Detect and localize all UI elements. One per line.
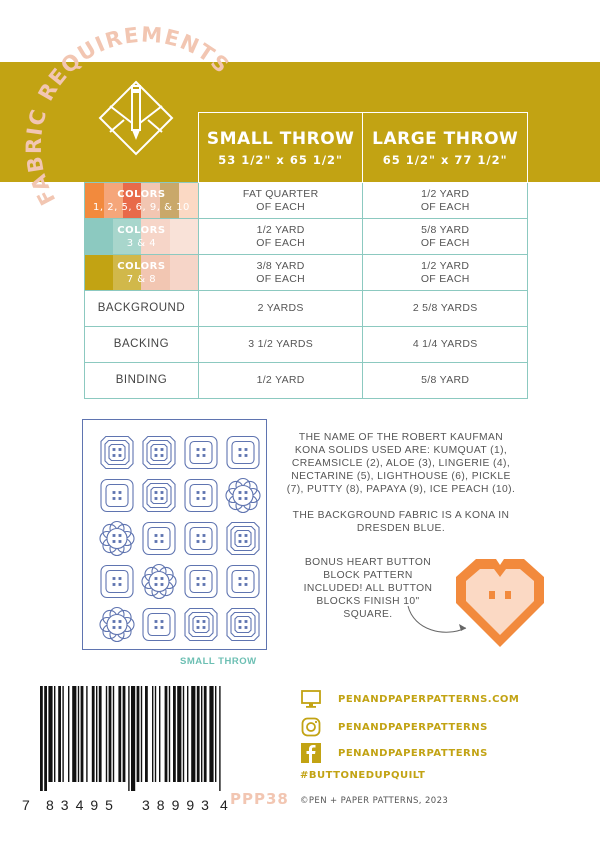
barcode-digits-left: 83495 [46, 797, 120, 813]
quilt-button-block [143, 437, 175, 469]
heart-button-icon [452, 555, 548, 651]
quilt-diagram [82, 419, 267, 650]
quilt-button-block [142, 565, 176, 599]
barcode-bar [177, 686, 181, 782]
table-corner [85, 113, 199, 183]
background-note: THE BACKGROUND FABRIC IS A KONA IN DRESDEN BLUE. [292, 510, 510, 534]
barcode-digit-start: 7 [22, 797, 30, 813]
barcode-bar [183, 686, 184, 782]
website-row[interactable] [300, 688, 519, 710]
table-row [85, 327, 528, 363]
quilt-button-block [143, 609, 175, 641]
barcode-bar [215, 686, 216, 782]
barcode-bar [197, 686, 200, 782]
facebook-row[interactable] [300, 742, 488, 764]
instagram-link[interactable]: PENANDPAPERPATTERNS [338, 721, 488, 733]
barcode-bar [118, 686, 121, 782]
table-row [85, 363, 528, 399]
barcode-digits-right: 38993 [142, 797, 216, 813]
cell-large: 4 1/4 YARDS [363, 327, 528, 363]
col-dims: 53 1/2" x 65 1/2" [218, 152, 344, 167]
cell-large: 1/2 YARD OF EACH [363, 255, 528, 291]
barcode-bar [86, 686, 87, 782]
table-row [85, 255, 528, 291]
product-code: PPP38 [230, 790, 289, 808]
swatch-label: COLORS 1, 2, 5, 6, 9, & 10 [93, 188, 190, 213]
row-label: BACKING [85, 327, 199, 363]
col-header-small-throw [198, 113, 363, 183]
barcode-bar [204, 686, 207, 782]
swatch-label: COLORS 7 & 8 [117, 260, 166, 285]
barcode-bar [173, 686, 176, 782]
barcode-bar [40, 686, 43, 791]
quilt-button-block [101, 480, 133, 512]
barcode-bar [96, 686, 97, 782]
quilt-button-block [143, 523, 175, 555]
quilt-button-block [185, 566, 217, 598]
swatch-label: COLORS 3 & 4 [117, 224, 166, 249]
barcode-bar [92, 686, 95, 782]
cell-small: 3/8 YARD OF EACH [198, 255, 363, 291]
instagram-row[interactable] [300, 716, 488, 738]
col-dims: 65 1/2" x 77 1/2" [382, 152, 508, 167]
barcode-bar [48, 686, 52, 782]
arc-title-text: FABRIC REQUIREMENTS [21, 22, 235, 210]
barcode-bar [187, 686, 188, 782]
barcode-bar [99, 686, 102, 782]
barcode-bar [109, 686, 112, 782]
barcode-bar [152, 686, 153, 782]
quilt-button-block [226, 479, 260, 513]
barcode-bar [209, 686, 213, 782]
barcode [32, 686, 257, 791]
quilt-button-block [185, 437, 217, 469]
barcode-bar [68, 686, 69, 782]
copyright: ©PEN + PAPER PATTERNS, 2023 [300, 796, 449, 806]
table-row [85, 291, 528, 327]
quilt-caption: SMALL THROW [180, 656, 257, 667]
barcode-bar [62, 686, 63, 782]
swatch-colors-1 [85, 183, 199, 219]
cell-small: 3 1/2 YARDS [198, 327, 363, 363]
row-label: BINDING [85, 363, 199, 399]
kona-colors-note: THE NAME OF THE ROBERT KAUFMAN KONA SOLIDS USED ARE: KUMQUAT (1), CREAMSICLE (2), ALOE (3), LINGERIE (4), NECTARINE (5), LIGHTHOUSE (6), PICKLE (7), PUTTY (8), PAPAYA (9), ICE PEACH (10). [286, 432, 516, 495]
table-row [85, 183, 528, 219]
barcode-bar [169, 686, 170, 782]
barcode-bar [113, 686, 114, 782]
quilt-button-block [227, 609, 259, 641]
swatch-colors-2 [85, 219, 199, 255]
cell-small: 1/2 YARD OF EACH [198, 219, 363, 255]
col-title: LARGE THROW [372, 128, 519, 149]
barcode-bar [58, 686, 61, 782]
cell-large: 2 5/8 YARDS [363, 291, 528, 327]
quilt-button-block [227, 437, 259, 469]
fabric-table [84, 112, 528, 399]
quilt-blocks [83, 420, 265, 648]
cell-small: 2 YARDS [198, 291, 363, 327]
quilt-button-block [227, 566, 259, 598]
barcode-bar [155, 686, 156, 782]
quilt-button-block [185, 609, 217, 641]
barcode-bar [219, 686, 220, 791]
cell-small: 1/2 YARD [198, 363, 363, 399]
cell-large: 5/8 YARD [363, 363, 528, 399]
bonus-note: BONUS HEART BUTTON BLOCK PATTERN INCLUDED! ALL BUTTON BLOCKS FINISH 10" SQUARE. [303, 557, 433, 620]
barcode-bar [106, 686, 107, 782]
quilt-button-block [185, 480, 217, 512]
barcode-bar [123, 686, 126, 782]
quilt-button-block [101, 566, 133, 598]
barcode-bar [201, 686, 202, 782]
facebook-link[interactable]: PENANDPAPERPATTERNS [338, 747, 488, 759]
quilt-button-block [100, 608, 134, 642]
row-label: BACKGROUND [85, 291, 199, 327]
monitor-icon [300, 688, 322, 710]
quilt-button-block [143, 480, 175, 512]
quilt-button-block [100, 522, 134, 556]
table-row [85, 219, 528, 255]
quilt-button-block [185, 523, 217, 555]
website-link[interactable]: PENANDPAPERPATTERNS.COM [338, 693, 520, 705]
instagram-icon [300, 716, 322, 738]
barcode-bar [72, 686, 76, 782]
barcode-digit-end: 4 [220, 797, 228, 813]
facebook-icon [300, 742, 322, 764]
barcode-bar [131, 686, 135, 791]
barcode-bar [81, 686, 84, 782]
barcode-bar [159, 686, 160, 782]
barcode-bar [191, 686, 195, 782]
barcode-bar [54, 686, 55, 782]
barcode-bar [78, 686, 79, 782]
barcode-bar [145, 686, 148, 782]
barcode-bar [44, 686, 47, 791]
col-title: SMALL THROW [206, 128, 355, 149]
quilt-button-block [227, 523, 259, 555]
col-header-large-throw [363, 113, 528, 183]
barcode-bar [128, 686, 129, 791]
quilt-button-block [101, 437, 133, 469]
cell-small: FAT QUARTER OF EACH [198, 183, 363, 219]
cell-large: 5/8 YARD OF EACH [363, 219, 528, 255]
hashtag: #BUTTONEDUPQUILT [300, 770, 426, 781]
barcode-bar [137, 686, 140, 782]
fabric-notes [282, 431, 520, 548]
swatch-colors-3 [85, 255, 199, 291]
barcode-bar [141, 686, 142, 782]
cell-large: 1/2 YARD OF EACH [363, 183, 528, 219]
barcode-bar [165, 686, 168, 782]
